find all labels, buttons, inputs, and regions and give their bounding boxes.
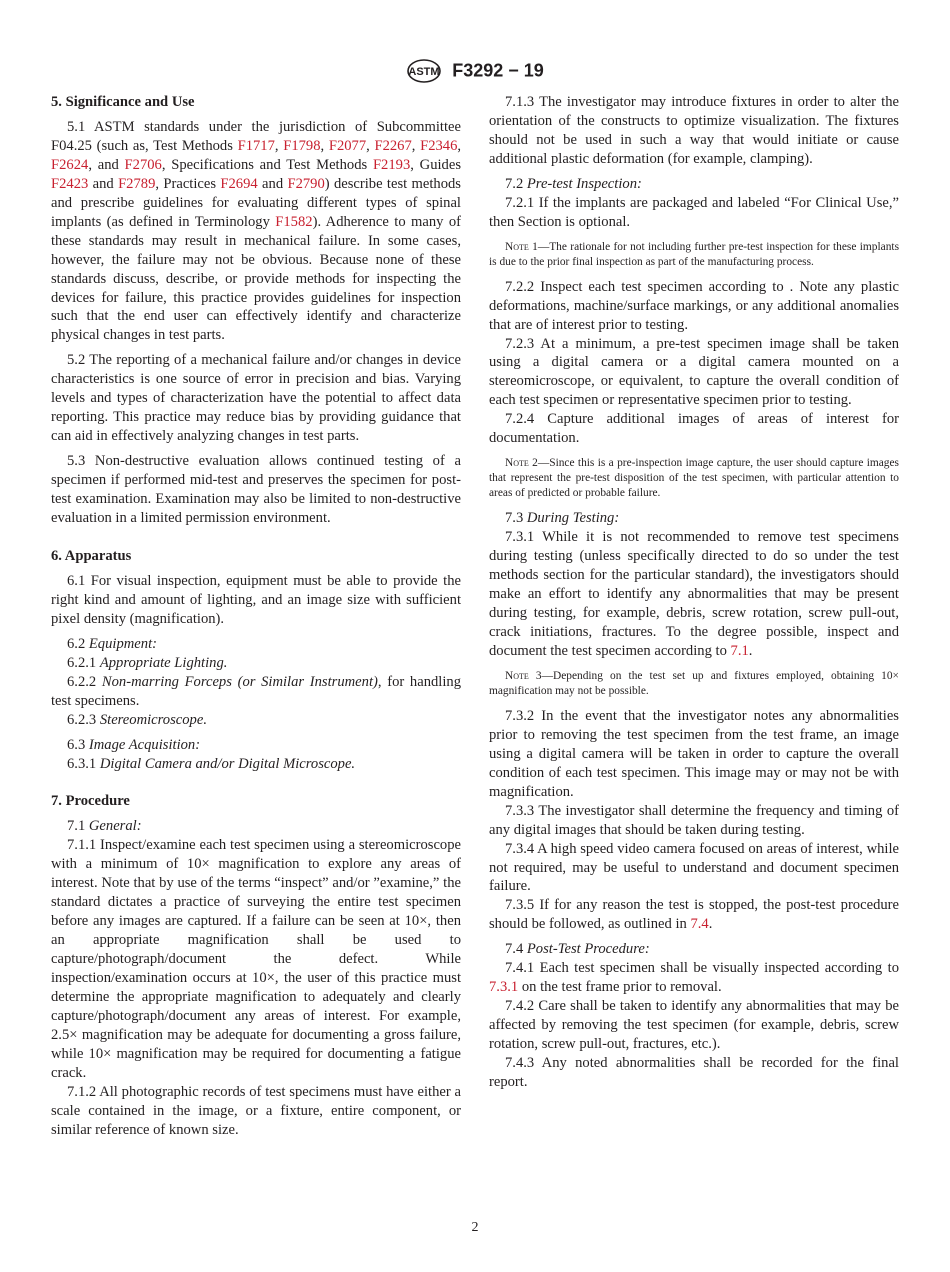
- note: [489, 456, 899, 501]
- paragraph: [489, 997, 899, 1054]
- paragraph: [51, 572, 461, 629]
- text-run: 6.3.1: [67, 755, 100, 772]
- section-heading: 6. Apparatus: [51, 547, 132, 564]
- text-run: , Guides: [410, 156, 461, 173]
- text-run: 6.1 For visual inspection, equipment must be able to provide the right kind and amount of lighting, and an image size with sufficient pixel density (magnification).: [51, 572, 461, 627]
- text-run: 7.1.1 Inspect/examine each test specimen using a stereomicroscope with a minimum of 10× magnification to explore any areas of interest. Note that by use of the terms “inspect” and/or ”examine,” the standard dictates a practice of surveying the entire test specimen before any images are captured. If a failure can be seen at 10×, then an appropriate magnification shall be used to capture/photograph/document the defect. While inspection/examination occurs at 10×, the user of this practice must determine the appropriate magnification to adequately and clearly capture/photograph/document any areas of interest. For example, 2.5× magnification may be adequate for documenting a gross failure, while 10× magnification may be required for documenting a fatigue crack.: [51, 837, 461, 1081]
- text-run: , Practices: [155, 175, 221, 192]
- text-run: 7.3.4 A high speed video camera focused on areas of interest, while not required, may be useful to understand and document specimen failure.: [489, 840, 899, 895]
- note-text: —Since this is a pre-inspection image capture, the user should capture images that represent the pre-test disposition of the test specimen, with particular attention to areas of predicted or probable failure.: [489, 457, 899, 500]
- paragraph: [489, 896, 899, 934]
- text-run: 6.2.2: [67, 673, 102, 690]
- italic-title: Digital Camera and/or Digital Microscope.: [99, 755, 356, 772]
- paragraph: [51, 635, 461, 654]
- italic-title: Non-marring Forceps (or Similar Instrument): [101, 673, 378, 690]
- page-header: [0, 58, 950, 84]
- paragraph: [51, 836, 461, 1082]
- paragraph: [489, 940, 899, 959]
- text-run: 6.2.1: [67, 654, 100, 671]
- reference-link[interactable]: F1717: [237, 137, 275, 154]
- right-column: [489, 93, 899, 1092]
- reference-link[interactable]: 7.1: [730, 642, 749, 659]
- italic-title: Pre-test Inspection:: [526, 175, 642, 192]
- paragraph: [489, 194, 899, 232]
- paragraph: [51, 351, 461, 446]
- italic-title: General:: [88, 818, 142, 835]
- reference-link[interactable]: F2789: [118, 175, 156, 192]
- paragraph: [489, 278, 899, 335]
- paragraph: [489, 175, 899, 194]
- paragraph: [489, 802, 899, 840]
- reference-link[interactable]: F2624: [51, 156, 89, 173]
- text-run: 7.4.3 Any noted abnormalities shall be recorded for the final report.: [489, 1055, 899, 1090]
- paragraph: [51, 673, 461, 711]
- text-run: and: [88, 175, 119, 192]
- paragraph: [51, 817, 461, 836]
- paragraph: [51, 736, 461, 755]
- paragraph: [51, 1083, 461, 1140]
- reference-link[interactable]: 7.4: [690, 916, 709, 933]
- text-run: 7.3.3 The investigator shall determine the frequency and timing of any digital images that should be taken during testing.: [489, 802, 899, 838]
- text-run: 7.1.3 The investigator may introduce fixtures in order to alter the orientation of the constructs to optimize visualization. The fixtures should not be used in such a way that would initiate or cause additional plastic deformation (for example, clamping).: [489, 94, 899, 167]
- paragraph: [489, 509, 899, 528]
- italic-title: Stereomicroscope.: [99, 711, 207, 728]
- reference-link[interactable]: F2423: [51, 175, 89, 192]
- text-run: ,: [274, 137, 284, 154]
- italic-title: Image Acquisition:: [88, 736, 201, 753]
- note-label: Note 2: [505, 457, 538, 470]
- text-run: 7.4.2 Care shall be taken to identify any abnormalities that may be affected by removing the test specimen (for example, debris, screw rotation, screw pull-out, fractures, etc.).: [489, 998, 899, 1053]
- note-label: Note 1: [505, 240, 538, 253]
- paragraph: [489, 410, 899, 448]
- text-run: 7.4.1 Each test specimen shall be visually inspected according to: [505, 960, 899, 977]
- paragraph: [489, 707, 899, 802]
- text-run: .: [748, 642, 753, 659]
- reference-link[interactable]: F2790: [287, 175, 325, 192]
- note: [489, 240, 899, 270]
- text-run: , and: [88, 156, 125, 173]
- italic-title: During Testing:: [526, 510, 620, 527]
- text-run: 7.2: [505, 175, 527, 192]
- paragraph: [489, 335, 899, 411]
- paragraph: [489, 93, 899, 169]
- text-run: and: [257, 175, 288, 192]
- reference-link[interactable]: F2193: [372, 156, 411, 173]
- paragraph: [51, 118, 461, 345]
- text-run: 7.2.4 Capture additional images of areas of interest for documentation.: [489, 411, 899, 447]
- svg-text:ASTM: ASTM: [408, 66, 440, 78]
- reference-link[interactable]: F1582: [275, 213, 313, 230]
- section-heading: 7. Procedure: [51, 793, 130, 810]
- text-run: ,: [457, 137, 462, 154]
- reference-link[interactable]: F2706: [124, 156, 162, 173]
- text-run: on the test frame prior to removal.: [518, 979, 722, 996]
- text-run: 7.3: [505, 510, 527, 527]
- text-run: 6.3: [67, 736, 89, 753]
- paragraph: [51, 711, 461, 730]
- text-run: 6.2.3: [67, 711, 100, 728]
- text-run: , for handling test specimens.: [51, 673, 461, 709]
- italic-title: Appropriate Lighting.: [99, 654, 228, 671]
- text-run: 5.2 The reporting of a mechanical failure and/or changes in device characteristics is one source of error in precision and bias. Varying levels and types of characterization have the potential to affect data reporting. This practice may reduce bias by providing guidance that can aid in effectively analyzing changes in test parts.: [51, 352, 461, 445]
- paragraph: [51, 654, 461, 673]
- text-run: 7.3.1 While it is not recommended to remove test specimens during testing (unless specifically directed to do so under the test methods section for the particular standard), the investigators should make an effort to identify any abnormalities that may be present during testing, for example, debris, screw rotation, screw pull-out, crack initiations, fractures. To the degree possible, inspect and document the test specimen according to: [489, 529, 899, 659]
- paragraph: [51, 452, 461, 528]
- text-run: ). Adherence to many of these standards may result in mechanical failure. In some cases, however, the failure may not be obvious. Because none of these standards discuss, describe, or provide methods for inspecting the devices for failure, this practice provides guidelines for inspection such that the end user can effectively identify and characterize physical changes in test parts.: [51, 213, 461, 344]
- italic-title: Post-Test Procedure:: [526, 941, 650, 958]
- text-run: 5.3 Non-destructive evaluation allows continued testing of a specimen if performed mid-test and preserves the specimen for post-test examination. Examination may also be limited to non-destructive evaluation in a limited permission environment.: [51, 453, 461, 527]
- reference-link[interactable]: 7.3.1: [489, 979, 519, 996]
- paragraph: [489, 959, 899, 997]
- reference-link[interactable]: F2694: [220, 175, 258, 192]
- astm-logo-icon: [406, 58, 442, 84]
- note-text: —Depending on the test set up and fixtures employed, obtaining 10× magnification may not be possible.: [489, 669, 899, 697]
- paragraph: [489, 840, 899, 897]
- reference-link[interactable]: F1798: [283, 137, 321, 154]
- text-run: 7.1.2 All photographic records of test specimens must have either a scale contained in the image, or a fixture, entire component, or similar reference of known size.: [51, 1083, 461, 1138]
- note-label: Note 3: [505, 669, 542, 682]
- reference-link[interactable]: F2077: [328, 137, 367, 154]
- text-run: 7.2.1 If the implants are packaged and labeled “For Clinical Use,” then Section is optional.: [489, 194, 899, 230]
- section-heading: 5. Significance and Use: [51, 94, 195, 110]
- note: [489, 669, 899, 699]
- paragraph: [489, 1054, 899, 1092]
- text-run: 7.2.3 At a minimum, a pre-test specimen image shall be taken using a digital camera or a digital camera mounted on a stereomicroscope, or equivalent, to capture the overall condition of each test specimen or representative specimen prior to testing.: [489, 335, 899, 409]
- text-run: , Specifications and Test Methods: [161, 156, 373, 173]
- text-run: ) describe test methods and prescribe guidelines for evaluating different types of spinal implants (as defined in Terminology: [51, 175, 461, 230]
- text-run: 7.4: [505, 941, 527, 958]
- reference-link[interactable]: F2346: [420, 137, 458, 154]
- paragraph: [489, 528, 899, 661]
- text-run: 7.3.2 In the event that the investigator notes any abnormalities prior to removing the test specimen from the test frame, an image using a digital camera will be taken in order to capture the overall condition of each test specimen. This image may or may not be with magnification.: [489, 707, 899, 800]
- reference-link[interactable]: F2267: [374, 137, 412, 154]
- note-text: —The rationale for not including further pre-test inspection for these implants is due to the prior final inspection as part of the manufacturing process.: [489, 240, 899, 268]
- text-run: 7.1: [67, 818, 89, 835]
- text-run: 5.1 ASTM standards under the jurisdiction of Subcommittee F04.25 (such as, Test Methods: [51, 118, 461, 154]
- text-run: 7.3.5 If for any reason the test is stopped, the post-test procedure should be followed, as outlined in: [489, 897, 899, 933]
- paragraph: [51, 755, 461, 774]
- left-column: [51, 93, 461, 1140]
- text-run: ,: [320, 137, 329, 154]
- standard-designation: F3292 − 19: [452, 60, 544, 81]
- text-run: ,: [366, 137, 375, 154]
- text-run: .: [708, 916, 713, 933]
- text-run: ,: [411, 137, 421, 154]
- italic-title: Equipment:: [88, 635, 157, 652]
- text-run: 6.2: [67, 635, 89, 652]
- page-number: 2: [471, 1220, 479, 1235]
- text-run: 7.2.2 Inspect each test specimen according to . Note any plastic deformations, machine/surface markings, or any additional anomalies that are of interest prior to testing.: [489, 278, 899, 333]
